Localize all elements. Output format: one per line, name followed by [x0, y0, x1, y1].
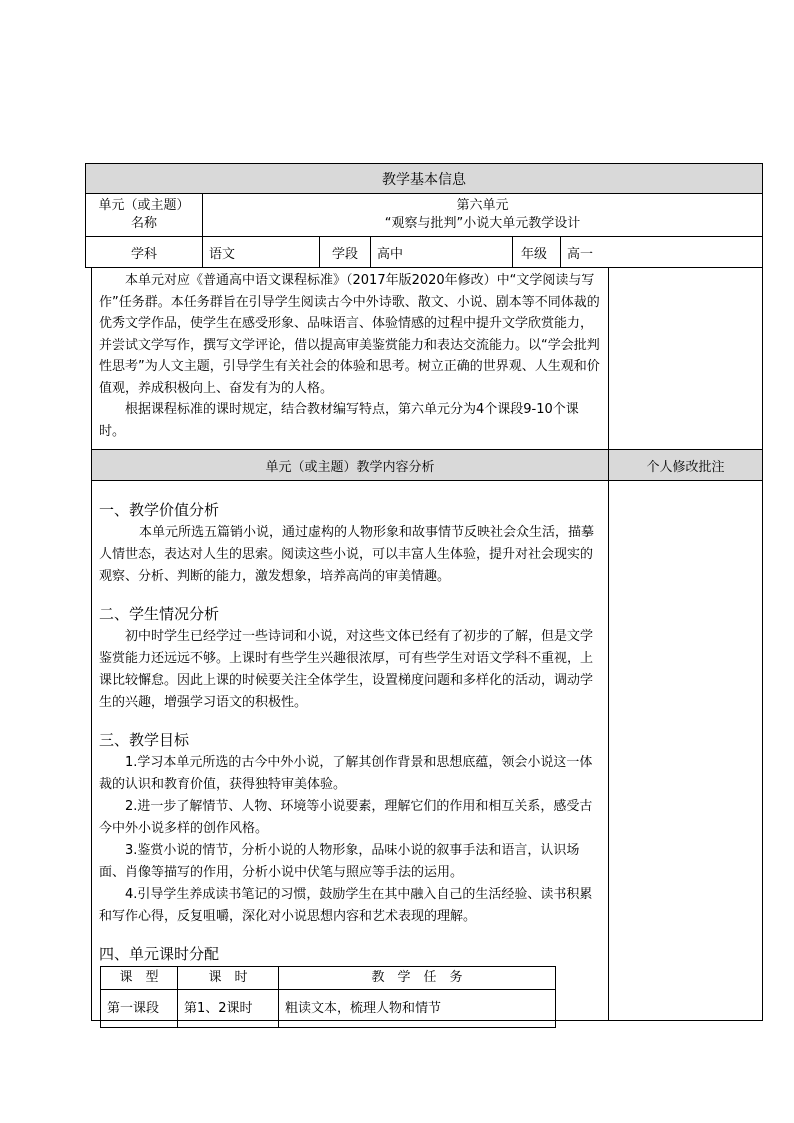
schedule-header-task: 教 学 任 务: [279, 967, 556, 990]
subject-value-cell: [202, 236, 320, 268]
table-header-basic-info: [85, 163, 763, 194]
unit-intro-paragraph-1: 本单元对应《普通高中语文课程标准》（2017年版2020年修改）中“文学阅读与写作”任务群。本任务群旨在引导学生阅读古今中外诗歌、散文、小说、剧本等不同体裁的优秀文学作品，使学生在感受形象、品味语言、体验情感的过程中提升文学欣赏能力，并尝试文学写作，撰写文学评论，借以提高审美鉴赏能力和表达交流能力。以“学会批判性思考”为人文主题，引导学生有关社会的体验和思考。树立正确的世界观、人生观和价值观，养成积极向上、奋发有为的人格。: [99, 273, 600, 396]
analysis-notes-cell: [608, 480, 763, 1021]
subject-value: 语文: [209, 246, 236, 262]
unit-intro-notes-cell: [608, 267, 763, 450]
stage-value-cell: [370, 236, 513, 268]
schedule-header-hours: 课 时: [178, 967, 279, 990]
unit-intro-paragraph-2: 根据课程标准的课时规定，结合教材编写特点，第六单元分为4个课段9-10个课时。: [99, 402, 579, 439]
grade-label: 年级: [521, 246, 548, 262]
grade-value-cell: [560, 236, 763, 268]
goal-item-1: 1.学习本单元所选的古今中外小说，了解其创作背景和思想底蕴，领会小说这一体裁的认识和教育价值，获得独特审美体验。: [99, 755, 593, 792]
schedule-header-type: 课 型: [101, 967, 178, 990]
analysis-header-cell: [91, 449, 609, 481]
schedule-table: [100, 966, 556, 1028]
grade-value: 高一: [567, 246, 594, 262]
goal-item-4: 4.引导学生养成读书笔记的习惯，鼓励学生在其中融入自己的生活经验、读书积累和写作心得，反复咀嚼，深化对小说思想内容和艺术表现的理解。: [99, 887, 593, 924]
stage-label-cell: [319, 236, 371, 268]
unit-name-line1: 第六单元: [456, 198, 509, 213]
schedule-header-row: [101, 967, 556, 990]
unit-label-cell: [85, 193, 203, 237]
schedule-row-task: 粗读文本，梳理人物和情节: [279, 990, 556, 1028]
grade-label-cell: [512, 236, 561, 268]
unit-label-line1: 单元（或主题）: [98, 198, 190, 213]
section-schedule-title: 四、单元课时分配: [99, 945, 220, 963]
goal-item-2: 2.进一步了解情节、人物、环境等小说要素，理解它们的作用和相互关系，感受古今中外小说多样的创作风格。: [99, 799, 593, 836]
analysis-content-cell: [91, 480, 609, 1021]
schedule-row-type: 第一课段: [101, 990, 178, 1028]
subject-label-cell: [85, 236, 203, 268]
table-header-title: 教学基本信息: [382, 171, 466, 188]
section-students-title: 二、学生情况分析: [99, 605, 220, 623]
notes-header-cell: [608, 449, 763, 481]
schedule-row-hours: 第1、2课时: [178, 990, 279, 1028]
stage-label: 学段: [332, 246, 359, 262]
unit-name-cell: [202, 193, 763, 237]
section-students-text: 初中时学生已经学过一些诗词和小说，对这些文体已经有了初步的了解，但是文学鉴赏能力还远远不够。上课时有些学生兴趣很浓厚，可有些学生对语文学科不重视，上课比较懈怠。因此上课的时候要关注全体学生，设置梯度问题和多样化的活动，调动学生的兴趣，增强学习语文的积极性。: [99, 629, 594, 710]
section-goals-title: 三、教学目标: [99, 731, 190, 749]
analysis-header-label: 单元（或主题）教学内容分析: [265, 459, 435, 475]
unit-label-line2: 名称: [130, 216, 157, 231]
section-value-title: 一、教学价值分析: [99, 501, 220, 519]
unit-intro-cell: [91, 267, 609, 450]
subject-label: 学科: [130, 246, 157, 262]
goal-item-3: 3.鉴赏小说的情节，分析小说的人物形象，品味小说的叙事手法和语言，认识场面、肖像等描写的作用，分析小说中伏笔与照应等手法的运用。: [99, 843, 580, 880]
stage-value: 高中: [377, 246, 404, 262]
notes-header-label: 个人修改批注: [646, 459, 725, 475]
table-row: [101, 990, 556, 1028]
section-value-text: 本单元所选五篇销小说，通过虚构的人物形象和故事情节反映社会众生活，描摹人情世态，表达对人生的思索。阅读这些小说，可以丰富人生体验，提升对社会现实的观察、分析、判断的能力，激发想象，培养高尚的审美情趣。: [99, 525, 595, 584]
unit-name-line2: “观察与批判”小说大单元教学设计: [384, 216, 581, 231]
